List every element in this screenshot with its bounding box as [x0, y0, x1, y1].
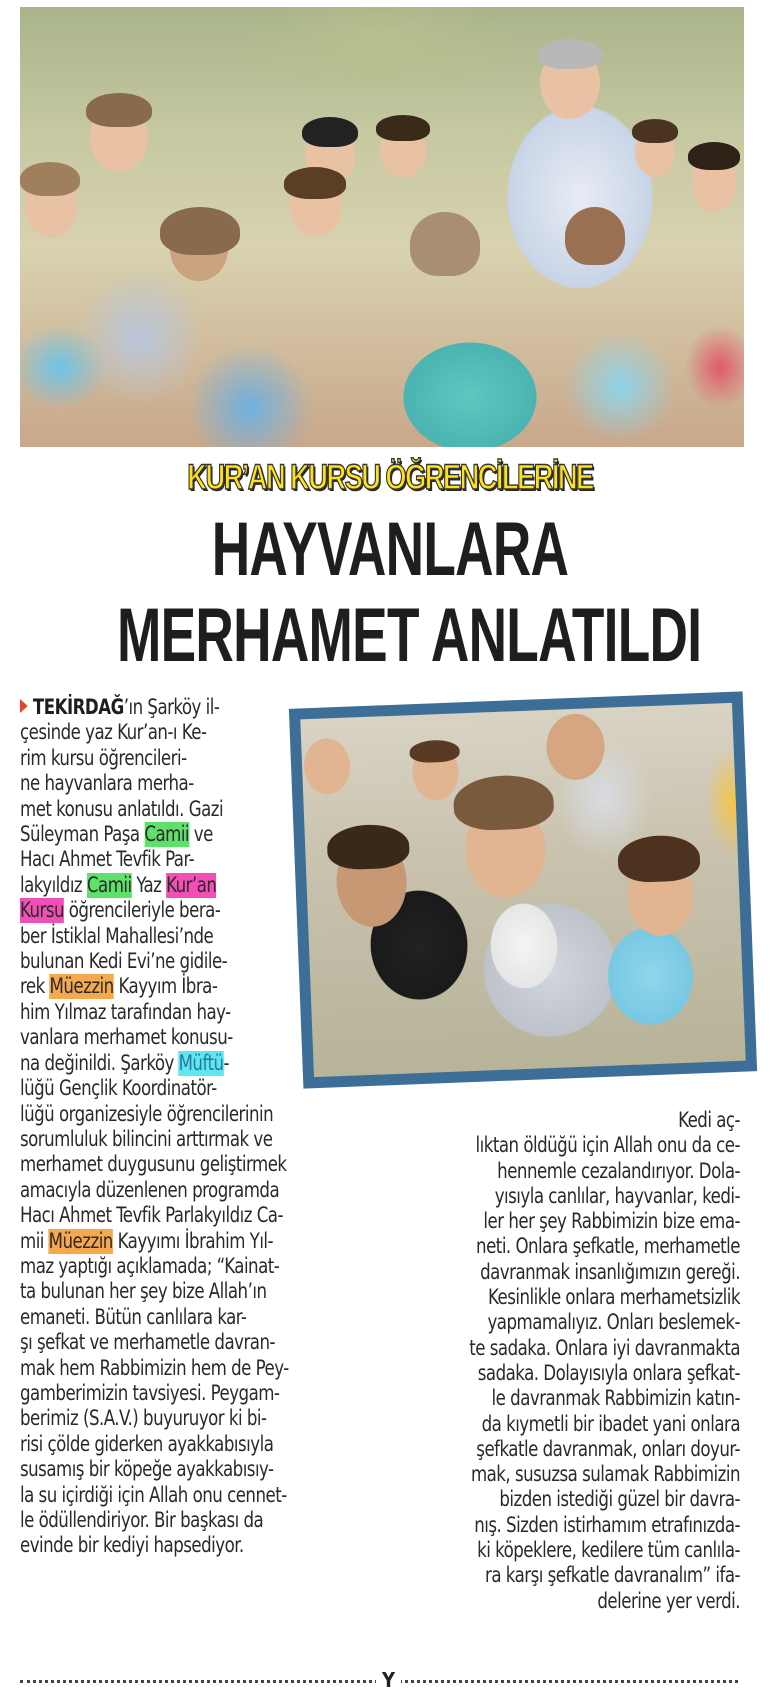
text-segment: Yaz [131, 872, 167, 898]
highlighted-term: Müezzin [49, 974, 114, 1000]
text-segment: vanlara merhamet konusu- [20, 1025, 233, 1051]
text-line: lıktan öldüğü için Allah onu da ce- [475, 1133, 740, 1159]
text-line [20, 1330, 308, 1355]
highlighted-term: Camii [144, 822, 190, 848]
highlighted-term: Kur’an [166, 872, 217, 898]
text-line [20, 1203, 308, 1228]
text-line [20, 873, 308, 898]
inset-photo-frame [289, 691, 757, 1088]
text-line: te sadaka. Onlara iyi davranmakta [469, 1335, 740, 1361]
text-segment: Kayyım İbra- [113, 974, 218, 1000]
text-line [20, 847, 308, 872]
text-line: şefkatle davranmak, onları doyur- [476, 1436, 740, 1462]
text-line [20, 1356, 308, 1381]
text-line [20, 1152, 308, 1177]
dateline: TEKİRDAĞ [32, 695, 124, 720]
text-segment: - [223, 1050, 229, 1076]
text-line [20, 1025, 308, 1050]
text-line [20, 1076, 308, 1101]
text-segment: na değinildi. Şarköy [20, 1050, 179, 1076]
text-line: Kesinlikle onlara merhametsizlik [488, 1285, 740, 1311]
text-segment: gamberimizin tavsiyesi. Peygam- [20, 1380, 280, 1406]
text-line [20, 695, 308, 720]
article-right-column [372, 1108, 740, 1614]
top-photo [20, 7, 744, 447]
text-segment: ve [189, 822, 213, 848]
text-segment: çesinde yaz Kur’an-ı Ke- [20, 720, 207, 746]
text-line [20, 1000, 308, 1025]
highlighted-term: Camii [86, 872, 132, 898]
text-segment: lüğü Gençlik Koordinatör- [20, 1076, 217, 1102]
text-line [20, 1457, 308, 1482]
text-line: le davranmak Rabbimizin katın- [491, 1386, 740, 1412]
text-line: hennemle cezalandırıyor. Dola- [497, 1158, 740, 1184]
text-line: delerine yer verdi. [597, 1588, 740, 1614]
text-segment: rek [20, 974, 50, 1000]
text-line [20, 1178, 308, 1203]
text-line [20, 1127, 308, 1152]
text-line [20, 1254, 308, 1279]
text-segment: evinde bir kediyi hapsediyor. [20, 1533, 244, 1559]
text-line [20, 720, 308, 745]
text-segment: rim kursu öğrencileri- [20, 745, 187, 771]
text-segment: sorumluluk bilincini arttırmak ve [20, 1126, 273, 1152]
text-segment: met konusu anlatıldı. Gazi [20, 796, 224, 822]
text-segment: mii [20, 1228, 49, 1254]
text-segment: ne hayvanlara merha- [20, 771, 194, 797]
text-segment: berimiz (S.A.V.) buyuruyor ki bi- [20, 1406, 267, 1432]
text-line [20, 949, 308, 974]
text-segment: Hacı Ahmet Tevfik Par- [20, 847, 195, 873]
text-line: yapmamalıyız. Onları beslemek- [487, 1310, 740, 1336]
text-segment: him Yılmaz tarafından hay- [20, 999, 231, 1025]
text-segment: lakyıldız [20, 872, 87, 898]
text-segment: lüğü organizesiyle öğrencilerinin [20, 1101, 274, 1127]
text-line [20, 1279, 308, 1304]
text-segment: bulunan Kedi Evi’ne gidile- [20, 949, 228, 975]
text-line [20, 898, 308, 923]
text-line [20, 1533, 308, 1558]
text-segment: susamış bir köpeğe ayakkabısıy- [20, 1457, 274, 1483]
text-segment: risi çölde giderken ayakkabısıyla [20, 1431, 274, 1457]
text-segment: ta bulunan her şey bize Allah’ın [20, 1279, 267, 1305]
text-line: sadaka. Dolayısıyla onlara şefkat- [477, 1360, 740, 1386]
text-segment: maz yaptığı açıklamada; “Kainat- [20, 1253, 280, 1279]
text-line [20, 822, 308, 847]
headline-line-1: HAYVANLARA [211, 507, 569, 592]
divider-mark: Y [376, 1670, 401, 1691]
text-line: ra karşı şefkatle davranalım” ifa- [485, 1563, 740, 1589]
text-segment: merhamet duygusunu geliştirmek [20, 1152, 287, 1178]
text-line: ler her şey Rabbimizin bize ema- [483, 1209, 740, 1235]
text-line [20, 1432, 308, 1457]
text-line [20, 746, 308, 771]
text-line [20, 1381, 308, 1406]
text-line [20, 1102, 308, 1127]
text-line [20, 797, 308, 822]
text-segment: mak hem Rabbimizin hem de Pey- [20, 1355, 289, 1381]
highlighted-term: Müezzin [48, 1228, 113, 1254]
text-segment: şı şefkat ve merhametle davran- [20, 1330, 275, 1356]
text-line: ki köpeklere, kedilere tüm canlıla- [477, 1538, 740, 1564]
highlighted-term: Müftü [178, 1050, 224, 1076]
text-segment: Hacı Ahmet Tevfik Parlakyıldız Ca- [20, 1203, 283, 1229]
text-line: Kedi aç- [678, 1108, 740, 1133]
kicker-headline: KUR’AN KURSU ÖĞRENCİLERİNE [187, 458, 593, 497]
text-line [20, 1051, 308, 1076]
text-line: bizden istediği güzel bir davra- [499, 1487, 740, 1513]
text-segment: le ödüllendiriyor. Bir başkası da [20, 1508, 264, 1533]
text-line: mak, susuzsa sulamak Rabbimizin [470, 1462, 740, 1488]
text-line: da kıymetli bir ibadet yani onlara [481, 1411, 740, 1437]
text-segment: la su içirdiği için Allah onu cennet- [20, 1482, 287, 1508]
text-line: neti. Onlara şefkatle, merhametle [476, 1234, 740, 1260]
text-line: yısıyla canlılar, hayvanlar, kedi- [494, 1183, 740, 1209]
text-line [20, 1508, 308, 1533]
text-segment: ’ın Şarköy il- [123, 695, 220, 720]
text-segment: emaneti. Bütün canlılara kar- [20, 1304, 247, 1330]
text-line [20, 974, 308, 999]
text-line [20, 771, 308, 796]
text-segment: Süleyman Paşa [20, 822, 145, 848]
bullet-icon [20, 699, 28, 713]
headline-line-2: MERHAMET ANLATILDI [117, 593, 702, 678]
highlighted-term: Kursu [20, 898, 65, 924]
text-segment: öğrencileriyle bera- [64, 898, 221, 924]
text-line [20, 1483, 308, 1508]
text-line [20, 1229, 308, 1254]
text-line: davranmak insanlığımızın gereği. [480, 1259, 740, 1285]
inset-photo [300, 703, 745, 1077]
text-line [20, 1406, 308, 1431]
text-line [20, 924, 308, 949]
text-line [20, 1305, 308, 1330]
text-line: nış. Sizden istirhamım etrafınızda- [474, 1512, 740, 1538]
text-segment: amacıyla düzenlenen programda [20, 1177, 280, 1203]
text-segment: ber İstiklal Mahallesi’nde [20, 923, 214, 949]
text-segment: Kayyımı İbrahim Yıl- [112, 1228, 274, 1254]
